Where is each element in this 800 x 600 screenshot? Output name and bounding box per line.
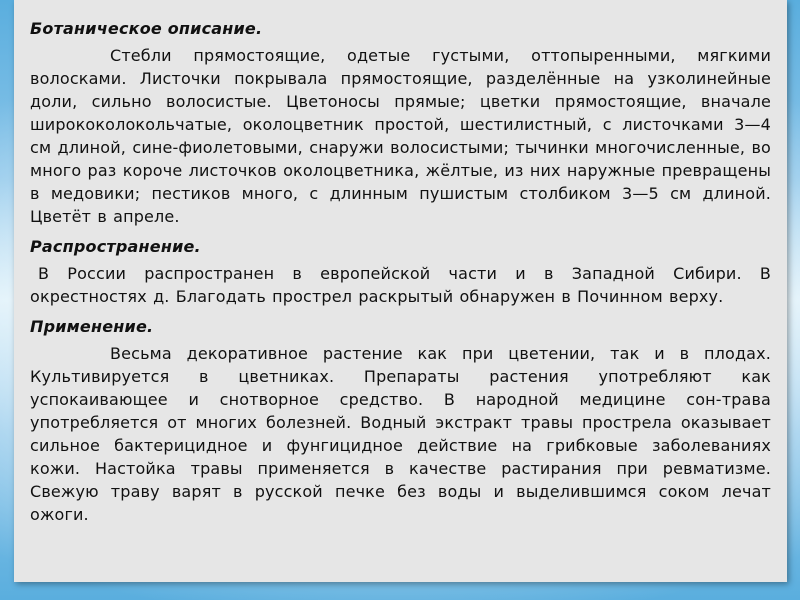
botanical-description-text: Стебли прямостоящие, одетые густыми, оттопыренными, мягкими волосками. Листочки покрывала прямостоящие, разделённые на узколинейные доли, сильно волосистые. Цветоносы прямые; цветки прямостоящие, вначале ширококолокольчатые, околоцветник простой, шестилистный, с листочками 3—4 см длиной, сине-фиолетовыми, снаружи волосистыми; тычинки многочисленные, во много раз короче листочков околоцветника, жёлтые, из них наружные превращены в медовики; пестиков много, с длинным пушистым столбиком 3—5 см длиной. Цветёт в апреле. (30, 46, 771, 226)
application-text: Весьма декоративное растение как при цветении, так и в плодах. Культивируется в цветниках. Препараты растения употребляют как успокаивающее и снотворное средство. В народной медицине сон-трава употребляется от многих болезней. Водный экстракт травы прострела оказывает сильное бактерицидное и фунгицидное действие на грибковые заболеваниях кожи. Настойка травы применяется в качестве растирания при ревматизме. Свежую траву варят в русской печке без воды и выделившимся соком лечат ожоги. (30, 344, 771, 524)
application-heading: Применение. (30, 317, 154, 336)
content-panel (14, 0, 787, 582)
botanical-description-heading: Ботаническое описание. (30, 19, 263, 38)
distribution-heading: Распространение. (30, 237, 201, 256)
distribution-text: В России распространен в европейской части и в Западной Сибири. В окрестностях д. Благодать прострел раскрытый обнаружен в Починном верху. (30, 264, 771, 306)
